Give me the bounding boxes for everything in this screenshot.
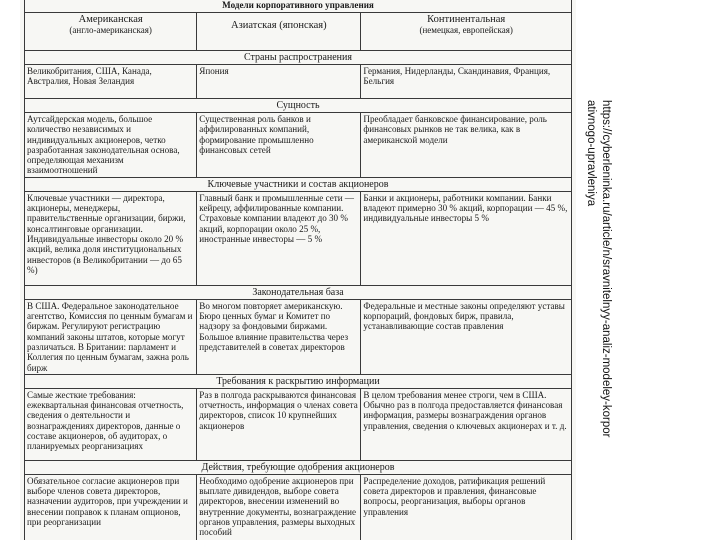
table-cell: В целом требования менее строги, чем в США. Обычно раз в полгода предоставляется финансовая информация, размеры вознаграждения органов управления, сведения о ключевых акционерах и т. д.: [361, 388, 572, 460]
table-cell: Великобритания, США, Канада, Австралия, Новая Зеландия: [25, 65, 197, 99]
table-cell: Германия, Нидерланды, Скандинавия, Франция, Бельгия: [361, 65, 572, 99]
table-row: [25, 65, 572, 99]
section-heading: Законодательная база: [25, 285, 572, 299]
source-url: https://cyberleninka.ru/article/n/sravnitelnyy-analiz-modeley-korporativnogo-upravleniya: [585, 100, 612, 438]
section-heading-row: [25, 374, 572, 388]
table-cell: Главный банк и промышленные сети — кейрецу, аффилированные компании. Страховые компании владеют до 30 % акций, корпорации около 25 %, иностранные инвесторы — 5 %: [197, 191, 361, 285]
table-row: [25, 474, 572, 540]
table-cell: Ключевые участники — директора, акционеры, менеджеры, правительственные организации, биржи, консалтинговые организации. Индивидуальные инвесторы около 20 % акций, велика доля институциональных инвесторов (в Великобритании — до 65 %): [25, 191, 197, 285]
section-heading-row: [25, 285, 572, 299]
table-cell: Преобладает банковское финансирование, роль финансовых рынков не так велика, как в американской модели: [361, 113, 572, 178]
section-heading: Страны распространения: [25, 51, 572, 65]
table-cell: Распределение доходов, ратификация решений совета директоров и правления, финансовые вопросы, реорганизация, выборы органов управления: [361, 474, 572, 540]
table-cell: Банки и акционеры, работники компании. Банки владеют примерно 30 % акций, корпорации — 45 %, индивидуальные инвесторы 5 %: [361, 191, 572, 285]
table-cell: Во многом повторяет американскую. Бюро ценных бумаг и Комитет по надзору за фондовыми биржами. Большое влияние правительства через представителей в советах директоров: [197, 299, 361, 374]
section-heading: Сущность: [25, 99, 572, 113]
section-heading: Ключевые участники и состав акционеров: [25, 177, 572, 191]
table-title-row: [25, 0, 572, 13]
section-heading: Требования к раскрытию информации: [25, 374, 572, 388]
table-row: [25, 299, 572, 374]
column-title: Азиатская (японская): [231, 20, 327, 31]
table-row: [25, 113, 572, 178]
column-header-asian: [197, 13, 361, 51]
section-heading-row: [25, 99, 572, 113]
table-cell: Федеральные и местные законы определяют уставы корпораций, фондовых бирж, правила, устанавливающие состав правления: [361, 299, 572, 374]
table-row: [25, 388, 572, 460]
table-cell: В США. Федеральное законодательное агентство, Комиссия по ценным бумагам и биржам. Регулируют регистрацию компаний законы штатов, которые могут различаться. В Британии: парламент и Коллегия по ценным бумагам, зажнa роль бирж: [25, 299, 197, 374]
table-cell: Самые жесткие требования: ежеквартальная финансовая отчетность, сведения о деятельности и вознаграждениях директоров, данные о составе акционеров, об аудиторах, о планируемых реорганизациях: [25, 388, 197, 460]
corporate-governance-table: [24, 0, 572, 540]
table-cell: Существенная роль банков и аффилированных компаний, формирование промышленно финансовых сетей: [197, 113, 361, 178]
table-cell: Раз в полгода раскрываются финансовая отчетность, информация о членах совета директоров, список 10 крупнейших акционеров: [197, 388, 361, 460]
table-cell: Необходимо одобрение акционеров при выплате дивидендов, выборе совета директоров, внесении изменений во внутренние документы, вознаграждение органов управления, размеры выходных пособий: [197, 474, 361, 540]
column-title: Континентальная: [427, 14, 506, 25]
table-cell: Обязательное согласие акционеров при выборе членов совета директоров, назначении аудиторов, при учреждении и внесении поправок к планам опционов, при реорганизации: [25, 474, 197, 540]
section-heading-row: [25, 460, 572, 474]
table-cell: Япония: [197, 65, 361, 99]
column-title: Американская: [78, 14, 143, 25]
section-heading-row: [25, 177, 572, 191]
scanned-page: [20, 0, 576, 540]
table-cell: Аутсайдерская модель, большое количество независимых и индивидуальных акционеров, четко разработанная законодательная основа, определяющая механизм взаимоотношений: [25, 113, 197, 178]
table-row: [25, 191, 572, 285]
column-header-row: [25, 13, 572, 51]
column-subtitle: (англо-американская): [69, 25, 152, 35]
column-header-american: [25, 13, 197, 51]
section-heading: Действия, требующие одобрения акционеров: [25, 460, 572, 474]
table-title: Модели корпоративного управления: [25, 0, 572, 13]
column-subtitle: (немецкая, европейская): [419, 25, 513, 35]
column-header-continental: [361, 13, 572, 51]
section-heading-row: [25, 51, 572, 65]
